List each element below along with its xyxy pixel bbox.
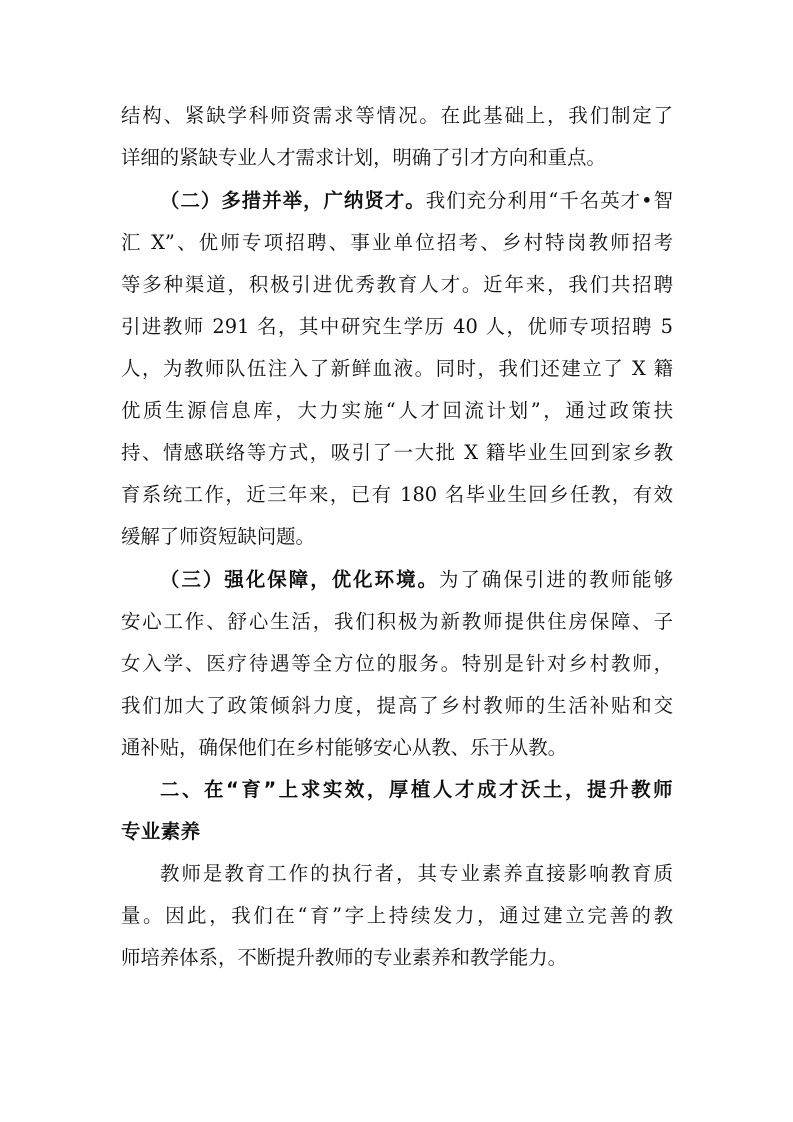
line-text: 结构、紧缺学科师资需求等情况。在此基础上，我们制定了 — [121, 104, 673, 127]
paragraph-line — [121, 610, 673, 634]
line-text: 量。因此，我们在“育”字上持续发力，通过建立完善的教 — [121, 904, 673, 927]
line-text: 优质生源信息库，大力实施“人才回流计划”，通过政策扶 — [121, 399, 673, 422]
paragraph-line — [121, 525, 673, 549]
line-text: 通补贴，确保他们在乡村能够安心从教、乐于从教。 — [121, 736, 567, 759]
paragraph-line — [121, 273, 673, 297]
paragraph-line — [121, 146, 673, 170]
line-text: 引进教师 291 名，其中研究生学历 40 人，优师专项招聘 5 — [121, 315, 673, 338]
paragraph-line — [121, 399, 673, 423]
paragraph-line — [121, 315, 673, 339]
line-text: 持、情感联络等方式，吸引了一大批 X 籍毕业生回到家乡教 — [121, 441, 673, 464]
line-text: 师培养体系，不断提升教师的专业素养和教学能力。 — [121, 946, 567, 969]
paragraph-line-with-heading — [160, 568, 673, 592]
paragraph-line — [121, 904, 673, 928]
paragraph-line — [121, 231, 673, 255]
line-text: 女入学、医疗待遇等全方位的服务。特别是针对乡村教师， — [121, 652, 673, 675]
paragraph-line — [121, 736, 673, 760]
line-text: 教师是教育工作的执行者，其专业素养直接影响教育质 — [160, 862, 673, 885]
chapter-heading-line — [160, 778, 673, 802]
line-text: 为了确保引进的教师能够 — [439, 568, 674, 591]
section-heading-bold: （二）多措并举，广纳贤才。 — [160, 189, 426, 212]
paragraph-line — [121, 694, 673, 718]
line-text: 我们加大了政策倾斜力度，提高了乡村教师的生活补贴和交 — [121, 694, 673, 717]
line-text: 缓解了师资短缺问题。 — [121, 525, 315, 548]
chapter-heading-text: 专业素养 — [121, 820, 201, 843]
chapter-heading-line — [121, 820, 673, 844]
paragraph-line — [121, 357, 673, 381]
paragraph-line — [121, 652, 673, 676]
paragraph-line — [160, 862, 673, 886]
line-text: 育系统工作，近三年来，已有 180 名毕业生回乡任教，有效 — [121, 483, 673, 506]
paragraph-line — [121, 946, 673, 970]
paragraph-line — [121, 441, 673, 465]
line-text: 等多种渠道，积极引进优秀教育人才。近年来，我们共招聘 — [121, 273, 673, 296]
line-text: 人，为教师队伍注入了新鲜血液。同时，我们还建立了 X 籍 — [121, 357, 673, 380]
chapter-heading-text: 二、在“育”上求实效，厚植人才成才沃土，提升教师 — [160, 778, 673, 801]
paragraph-line — [121, 483, 673, 507]
section-heading-bold: （三）强化保障，优化环境。 — [160, 568, 439, 591]
line-text: 详细的紧缺专业人才需求计划，明确了引才方向和重点。 — [121, 146, 606, 169]
line-text: 汇 X”、优师专项招聘、事业单位招考、乡村特岗教师招考 — [121, 231, 673, 254]
line-text: 我们充分利用“千名英才•智 — [425, 189, 674, 212]
line-text: 安心工作、舒心生活，我们积极为新教师提供住房保障、子 — [121, 610, 673, 633]
paragraph-line — [121, 104, 673, 128]
paragraph-line-with-heading — [160, 189, 673, 213]
